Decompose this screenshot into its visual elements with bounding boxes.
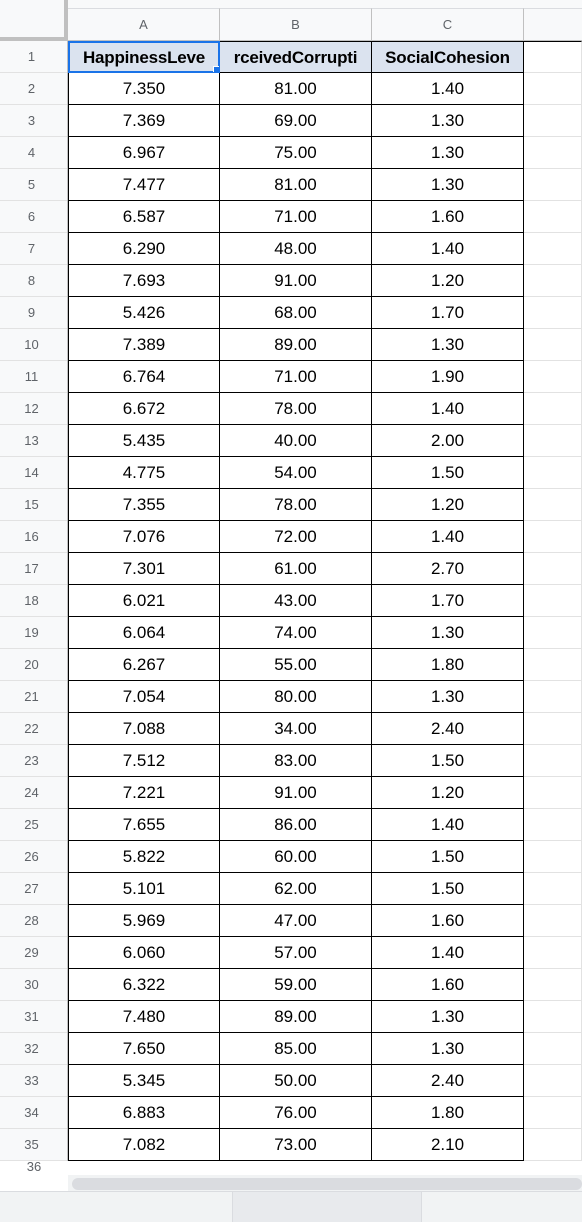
cell-c33[interactable]: 2.40	[372, 1065, 524, 1097]
cell-b11[interactable]: 71.00	[220, 361, 372, 393]
cell-c5[interactable]: 1.30	[372, 169, 524, 201]
empty-cell[interactable]	[524, 809, 582, 841]
cell-b15[interactable]: 78.00	[220, 489, 372, 521]
column-header-b[interactable]: B	[220, 8, 372, 40]
table-row	[68, 841, 582, 873]
table-row	[68, 1065, 582, 1097]
cell-c19[interactable]: 1.30	[372, 617, 524, 649]
cell-c12[interactable]: 1.40	[372, 393, 524, 425]
row-header-16[interactable]: 16	[0, 521, 67, 553]
cell-a35[interactable]: 7.082	[68, 1129, 220, 1161]
cell-c34[interactable]: 1.80	[372, 1097, 524, 1129]
empty-cell[interactable]	[524, 649, 582, 681]
cell-a25[interactable]: 7.655	[68, 809, 220, 841]
table-row	[68, 585, 582, 617]
row-header-12[interactable]: 12	[0, 393, 67, 425]
empty-cell[interactable]	[524, 1065, 582, 1097]
table-row	[68, 777, 582, 809]
cell-b8[interactable]: 91.00	[220, 265, 372, 297]
cell-c15[interactable]: 1.20	[372, 489, 524, 521]
empty-cell[interactable]	[524, 681, 582, 713]
table-row	[68, 297, 582, 329]
cell-c16[interactable]: 1.40	[372, 521, 524, 553]
cell-b7[interactable]: 48.00	[220, 233, 372, 265]
table-row	[68, 521, 582, 553]
cell-b18[interactable]: 43.00	[220, 585, 372, 617]
row-header-8[interactable]: 8	[0, 265, 67, 297]
cell-b21[interactable]: 80.00	[220, 681, 372, 713]
row-header-3[interactable]: 3	[0, 105, 67, 137]
cell-c8[interactable]: 1.20	[372, 265, 524, 297]
table-row	[68, 361, 582, 393]
row-header-27[interactable]: 27	[0, 873, 67, 905]
empty-cell[interactable]	[524, 457, 582, 489]
cell-a9[interactable]: 5.426	[68, 297, 220, 329]
table-row	[68, 969, 582, 1001]
row-header-35[interactable]: 35	[0, 1129, 67, 1161]
cell-a4[interactable]: 6.967	[68, 137, 220, 169]
empty-cell[interactable]	[524, 41, 582, 73]
cell-a2[interactable]: 7.350	[68, 73, 220, 105]
cell-b14[interactable]: 54.00	[220, 457, 372, 489]
cell-b35[interactable]: 73.00	[220, 1129, 372, 1161]
empty-cell[interactable]	[524, 1001, 582, 1033]
row-header-4[interactable]: 4	[0, 137, 67, 169]
column-header-d[interactable]	[524, 8, 582, 40]
row-header-26[interactable]: 26	[0, 841, 67, 873]
cell-c25[interactable]: 1.40	[372, 809, 524, 841]
cell-a3[interactable]: 7.369	[68, 105, 220, 137]
cell-a32[interactable]: 7.650	[68, 1033, 220, 1065]
row-header-13[interactable]: 13	[0, 425, 67, 457]
empty-cell[interactable]	[524, 937, 582, 969]
cell-c23[interactable]: 1.50	[372, 745, 524, 777]
table-row	[68, 809, 582, 841]
cell-b25[interactable]: 86.00	[220, 809, 372, 841]
row-header-36[interactable]: 36	[26, 1161, 42, 1171]
cell-c27[interactable]: 1.50	[372, 873, 524, 905]
cell-a6[interactable]: 6.587	[68, 201, 220, 233]
cell-a31[interactable]: 7.480	[68, 1001, 220, 1033]
empty-cell[interactable]	[524, 265, 582, 297]
cell-a33[interactable]: 5.345	[68, 1065, 220, 1097]
table-row	[68, 681, 582, 713]
table-row	[68, 73, 582, 105]
cell-b3[interactable]: 69.00	[220, 105, 372, 137]
empty-cell[interactable]	[524, 169, 582, 201]
row-header-1[interactable]: 1	[0, 41, 67, 73]
row-header-11[interactable]: 11	[0, 361, 67, 393]
empty-cell[interactable]	[524, 105, 582, 137]
empty-cell[interactable]	[524, 297, 582, 329]
table-row	[68, 105, 582, 137]
cell-a26[interactable]: 5.822	[68, 841, 220, 873]
row-header-17[interactable]: 17	[0, 553, 67, 585]
cell-b29[interactable]: 57.00	[220, 937, 372, 969]
cell-b10[interactable]: 89.00	[220, 329, 372, 361]
empty-cell[interactable]	[524, 73, 582, 105]
empty-cell[interactable]	[524, 841, 582, 873]
table-row	[68, 1001, 582, 1033]
cell-a14[interactable]: 4.775	[68, 457, 220, 489]
row-header-18[interactable]: 18	[0, 585, 67, 617]
cell-b32[interactable]: 85.00	[220, 1033, 372, 1065]
empty-cell[interactable]	[524, 361, 582, 393]
header-cell-c[interactable]	[372, 41, 524, 73]
cell-c18[interactable]: 1.70	[372, 585, 524, 617]
cell-b27[interactable]: 62.00	[220, 873, 372, 905]
table-row-header	[68, 41, 582, 73]
cell-c7[interactable]: 1.40	[372, 233, 524, 265]
horizontal-scrollbar[interactable]	[68, 1175, 582, 1191]
cell-c35[interactable]: 2.10	[372, 1129, 524, 1161]
empty-cell[interactable]	[524, 585, 582, 617]
cell-c24[interactable]: 1.20	[372, 777, 524, 809]
cell-c32[interactable]: 1.30	[372, 1033, 524, 1065]
cell-c2[interactable]: 1.40	[372, 73, 524, 105]
cell-a18[interactable]: 6.021	[68, 585, 220, 617]
cell-b30[interactable]: 59.00	[220, 969, 372, 1001]
cell-b22[interactable]: 34.00	[220, 713, 372, 745]
table-row	[68, 169, 582, 201]
empty-cell[interactable]	[524, 873, 582, 905]
table-row	[68, 1097, 582, 1129]
row-header-28[interactable]: 28	[0, 905, 67, 937]
cell-c20[interactable]: 1.80	[372, 649, 524, 681]
cell-a30[interactable]: 6.322	[68, 969, 220, 1001]
cell-b16[interactable]: 72.00	[220, 521, 372, 553]
row-header-21[interactable]: 21	[0, 681, 67, 713]
cell-a20[interactable]: 6.267	[68, 649, 220, 681]
table-row	[68, 233, 582, 265]
row-header-6[interactable]: 6	[0, 201, 67, 233]
empty-cell[interactable]	[524, 489, 582, 521]
column-header-c[interactable]: C	[372, 8, 524, 40]
cell-a8[interactable]: 7.693	[68, 265, 220, 297]
table-row	[68, 713, 582, 745]
row-header-10[interactable]: 10	[0, 329, 67, 361]
cell-b26[interactable]: 60.00	[220, 841, 372, 873]
cell-c31[interactable]: 1.30	[372, 1001, 524, 1033]
cell-grid	[68, 41, 582, 1161]
cell-b19[interactable]: 74.00	[220, 617, 372, 649]
cell-c26[interactable]: 1.50	[372, 841, 524, 873]
row-header-20[interactable]: 20	[0, 649, 67, 681]
table-row	[68, 649, 582, 681]
cell-b23[interactable]: 83.00	[220, 745, 372, 777]
empty-cell[interactable]	[524, 1033, 582, 1065]
cell-a17[interactable]: 7.301	[68, 553, 220, 585]
column-header-a[interactable]: A	[68, 8, 220, 40]
table-row	[68, 873, 582, 905]
header-cell-text: HappinessLeve	[82, 48, 206, 67]
cell-c28[interactable]: 1.60	[372, 905, 524, 937]
cell-b13[interactable]: 40.00	[220, 425, 372, 457]
table-row	[68, 265, 582, 297]
row-header-31[interactable]: 31	[0, 1001, 67, 1033]
cell-c4[interactable]: 1.30	[372, 137, 524, 169]
cell-b4[interactable]: 75.00	[220, 137, 372, 169]
table-row	[68, 1129, 582, 1161]
row-header-25[interactable]: 25	[0, 809, 67, 841]
cell-a5[interactable]: 7.477	[68, 169, 220, 201]
empty-cell[interactable]	[524, 617, 582, 649]
cell-c11[interactable]: 1.90	[372, 361, 524, 393]
empty-cell[interactable]	[524, 969, 582, 1001]
cell-b20[interactable]: 55.00	[220, 649, 372, 681]
cell-a27[interactable]: 5.101	[68, 873, 220, 905]
row-header-24[interactable]: 24	[0, 777, 67, 809]
cell-a7[interactable]: 6.290	[68, 233, 220, 265]
table-row	[68, 329, 582, 361]
header-cell-a[interactable]	[68, 41, 220, 73]
cell-b24[interactable]: 91.00	[220, 777, 372, 809]
cell-a24[interactable]: 7.221	[68, 777, 220, 809]
row-header-33[interactable]: 33	[0, 1065, 67, 1097]
row-header-7[interactable]: 7	[0, 233, 67, 265]
cell-a23[interactable]: 7.512	[68, 745, 220, 777]
empty-cell[interactable]	[524, 553, 582, 585]
cell-a13[interactable]: 5.435	[68, 425, 220, 457]
empty-cell[interactable]	[524, 233, 582, 265]
cell-a11[interactable]: 6.764	[68, 361, 220, 393]
row-header-22[interactable]: 22	[0, 713, 67, 745]
header-cell-text: SocialCohesion	[385, 48, 510, 67]
cell-b28[interactable]: 47.00	[220, 905, 372, 937]
cell-b31[interactable]: 89.00	[220, 1001, 372, 1033]
cell-a29[interactable]: 6.060	[68, 937, 220, 969]
cell-a19[interactable]: 6.064	[68, 617, 220, 649]
cell-c14[interactable]: 1.50	[372, 457, 524, 489]
table-row	[68, 905, 582, 937]
cell-c10[interactable]: 1.30	[372, 329, 524, 361]
cell-b12[interactable]: 78.00	[220, 393, 372, 425]
cell-a22[interactable]: 7.088	[68, 713, 220, 745]
select-all-corner[interactable]	[0, 0, 68, 41]
row-header-32[interactable]: 32	[0, 1033, 67, 1065]
row-header-30[interactable]: 30	[0, 969, 67, 1001]
column-header-bar	[68, 0, 582, 41]
row-header-34[interactable]: 34	[0, 1097, 67, 1129]
header-cell-text: rceivedCorrupti	[233, 48, 358, 67]
cell-c30[interactable]: 1.60	[372, 969, 524, 1001]
row-header-19[interactable]: 19	[0, 617, 67, 649]
cell-a16[interactable]: 7.076	[68, 521, 220, 553]
cell-a10[interactable]: 7.389	[68, 329, 220, 361]
empty-cell[interactable]	[524, 905, 582, 937]
cell-b5[interactable]: 81.00	[220, 169, 372, 201]
empty-cell[interactable]	[524, 1097, 582, 1129]
cell-b2[interactable]: 81.00	[220, 73, 372, 105]
partial-row	[0, 1161, 582, 1171]
fill-handle[interactable]	[213, 66, 220, 73]
empty-cell[interactable]	[524, 777, 582, 809]
cell-c6[interactable]: 1.60	[372, 201, 524, 233]
cell-a15[interactable]: 7.355	[68, 489, 220, 521]
sheet-tab-bar	[0, 1191, 582, 1222]
table-row	[68, 745, 582, 777]
row-header-bar	[0, 41, 68, 1161]
table-row	[68, 201, 582, 233]
sheet-tab[interactable]	[232, 1192, 422, 1222]
row-header-2[interactable]: 2	[0, 73, 67, 105]
table-row	[68, 553, 582, 585]
empty-cell[interactable]	[524, 201, 582, 233]
empty-cell[interactable]	[524, 713, 582, 745]
cell-b17[interactable]: 61.00	[220, 553, 372, 585]
cell-c17[interactable]: 2.70	[372, 553, 524, 585]
cell-b9[interactable]: 68.00	[220, 297, 372, 329]
empty-cell[interactable]	[524, 745, 582, 777]
table-row	[68, 489, 582, 521]
row-header-15[interactable]: 15	[0, 489, 67, 521]
empty-cell[interactable]	[524, 521, 582, 553]
cell-b33[interactable]: 50.00	[220, 1065, 372, 1097]
cell-c22[interactable]: 2.40	[372, 713, 524, 745]
cell-c3[interactable]: 1.30	[372, 105, 524, 137]
table-row	[68, 393, 582, 425]
empty-cell[interactable]	[524, 137, 582, 169]
row-header-23[interactable]: 23	[0, 745, 67, 777]
cell-a28[interactable]: 5.969	[68, 905, 220, 937]
cell-a12[interactable]: 6.672	[68, 393, 220, 425]
cell-c9[interactable]: 1.70	[372, 297, 524, 329]
cell-a21[interactable]: 7.054	[68, 681, 220, 713]
empty-cell[interactable]	[524, 1129, 582, 1161]
empty-cell[interactable]	[524, 393, 582, 425]
empty-cell[interactable]	[524, 329, 582, 361]
empty-cell[interactable]	[524, 425, 582, 457]
row-header-5[interactable]: 5	[0, 169, 67, 201]
row-header-9[interactable]: 9	[0, 297, 67, 329]
cell-b34[interactable]: 76.00	[220, 1097, 372, 1129]
table-row	[68, 425, 582, 457]
cell-c13[interactable]: 2.00	[372, 425, 524, 457]
table-row	[68, 937, 582, 969]
scrollbar-thumb[interactable]	[72, 1178, 582, 1190]
table-row	[68, 137, 582, 169]
table-row	[68, 1033, 582, 1065]
table-row	[68, 617, 582, 649]
row-header-14[interactable]: 14	[0, 457, 67, 489]
cell-c21[interactable]: 1.30	[372, 681, 524, 713]
cell-a34[interactable]: 6.883	[68, 1097, 220, 1129]
cell-c29[interactable]: 1.40	[372, 937, 524, 969]
table-row	[68, 457, 582, 489]
row-header-29[interactable]: 29	[0, 937, 67, 969]
header-cell-b[interactable]	[220, 41, 372, 73]
cell-b6[interactable]: 71.00	[220, 201, 372, 233]
